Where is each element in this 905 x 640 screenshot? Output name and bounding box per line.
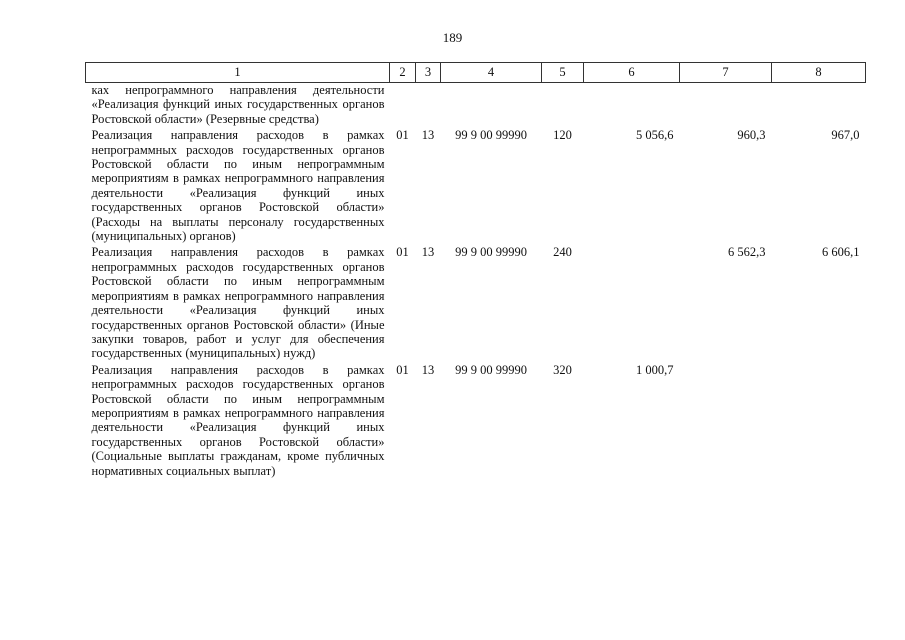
- row-description: Реализация направления расходов в рамках непрограммных расходов государственных органов Ростовской области по иным непрограммным мероприятиям в рамках непрограммного направления деятельности «Реализация функций иных государственных органов Ростовской области» (Расходы на выплаты персоналу государственных (муниципальных) органов): [91, 128, 385, 244]
- table-row: [86, 128, 866, 245]
- table-row: [86, 245, 866, 362]
- budget-table: [85, 62, 866, 480]
- cell-section: [390, 83, 416, 129]
- cell-target-article: 99 9 00 99990: [455, 362, 527, 377]
- column-header: 5: [542, 63, 584, 83]
- table-header-row: [86, 63, 866, 83]
- column-header: 6: [584, 63, 680, 83]
- cell-expense-type: 120: [553, 128, 572, 143]
- cell-target-article: 99 9 00 99990: [455, 245, 527, 260]
- cell-amount-7: [680, 83, 772, 129]
- cell-amount-6: [584, 245, 680, 362]
- cell-subsection: 13: [421, 128, 435, 143]
- cell-amount-7: [680, 363, 772, 480]
- cell-subsection: 13: [421, 362, 435, 377]
- column-header: 7: [680, 63, 772, 83]
- cell-expense-type: 240: [553, 245, 572, 260]
- cell-amount-7: 6 562,3: [728, 245, 766, 260]
- cell-amount-7: 960,3: [737, 128, 766, 143]
- row-description: Реализация направления расходов в рамках непрограммных расходов государственных органов Ростовской области по иным непрограммным мероприятиям в рамках непрограммного направления деятельности «Реализация функций иных государственных органов Ростовской области» (Социальные выплаты гражданам, кроме публичных нормативных социальных выплат): [91, 362, 385, 478]
- cell-subsection: 13: [421, 245, 435, 260]
- cell-amount-8: 6 606,1: [822, 245, 860, 260]
- row-description: ках непрограммного направления деятельности «Реализация функций иных государственных органов Ростовской области» (Резервные средства): [91, 83, 385, 126]
- cell-amount-6: 5 056,6: [636, 128, 674, 143]
- cell-expense-type: [542, 83, 584, 129]
- cell-expense-type: 320: [553, 362, 572, 377]
- cell-subsection: [416, 83, 441, 129]
- cell-target-article: 99 9 00 99990: [455, 128, 527, 143]
- cell-amount-6: [584, 83, 680, 129]
- column-header: 2: [390, 63, 416, 83]
- cell-amount-8: [772, 363, 866, 480]
- cell-amount-8: 967,0: [831, 128, 860, 143]
- column-header: 4: [441, 63, 542, 83]
- cell-section: 01: [396, 128, 409, 143]
- table-row: [86, 363, 866, 480]
- column-header: 8: [772, 63, 866, 83]
- cell-target-article: [441, 83, 542, 129]
- cell-amount-6: 1 000,7: [636, 362, 674, 377]
- cell-section: 01: [396, 245, 409, 260]
- column-header: 1: [86, 63, 390, 83]
- column-header: 3: [416, 63, 441, 83]
- cell-amount-8: [772, 83, 866, 129]
- page-number: 189: [442, 30, 463, 45]
- row-description: Реализация направления расходов в рамках непрограммных расходов государственных органов Ростовской области по иным непрограммным мероприятиям в рамках непрограммного направления деятельности «Реализация функций иных государственных органов Ростовской области» (Иные закупки товаров, работ и услуг для обеспечения государственных (муниципальных) нужд): [91, 245, 385, 361]
- table-row: [86, 83, 866, 129]
- cell-section: 01: [396, 362, 409, 377]
